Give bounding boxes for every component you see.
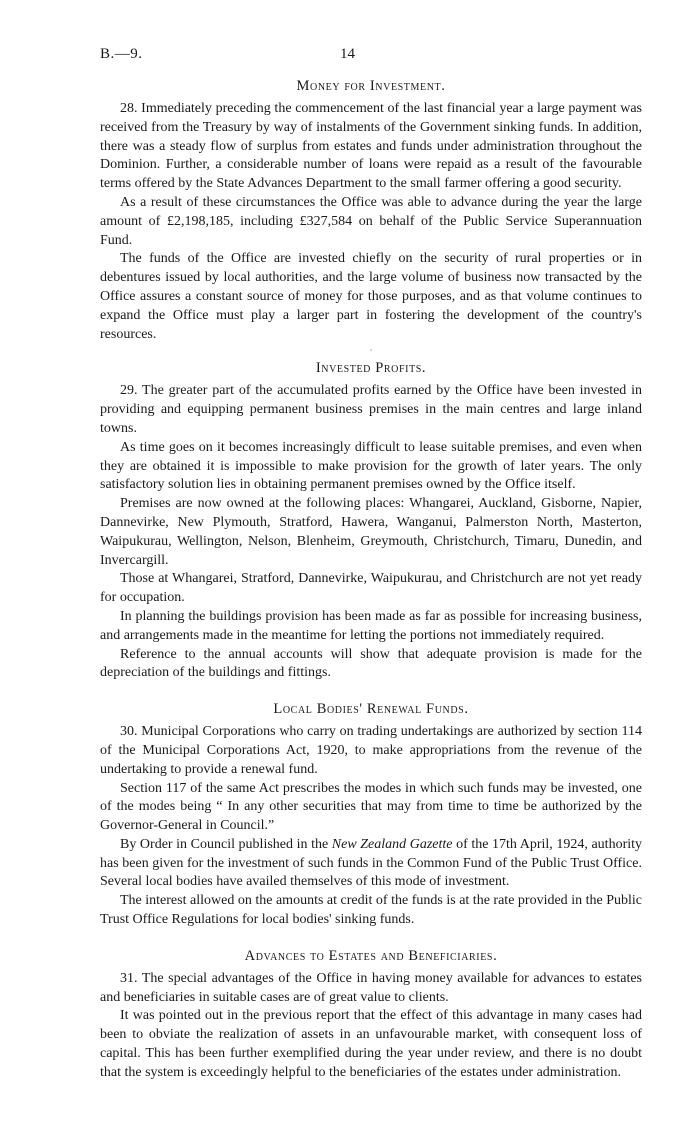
paragraph: The interest allowed on the amounts at credit of the funds is at the rate provided in the Public Trust Office Regulations for local bodies' sinking funds. bbox=[100, 893, 642, 928]
paragraph: Reference to the annual accounts will show that adequate provision is made for the depreciation of the buildings and fittings. bbox=[100, 646, 642, 681]
separator-dot: · bbox=[369, 346, 373, 356]
paragraph: 30. Municipal Corporations who carry on trading undertakings are authorized by section 114 of the Municipal Corporations Act, 1920, to make appropriations from the revenue of the undertaking to provide a renewal fund. bbox=[100, 724, 642, 777]
paragraph: Those at Whangarei, Stratford, Dannevirke, Waipukurau, and Christchurch are not yet ready for occupation. bbox=[100, 571, 642, 606]
paragraph: As a result of these circumstances the Office was able to advance during the year the large amount of £2,198,185, including £327,584 on behalf of the Public Service Superannuation Fund. bbox=[100, 194, 642, 248]
paragraph: 31. The special advantages of the Office in having money available for advances to estates and beneficiaries in suitable cases are of great value to clients. bbox=[100, 970, 642, 1005]
paragraph: The funds of the Office are invested chiefly on the security of rural properties or in debentures issued by local authorities, and the large volume of business now transacted by the Office assures a constant source of money for those purposes, and as that volume continues to expand the Office must play a larger part in fostering the development of the country's resources. bbox=[100, 251, 642, 342]
paragraph: It was pointed out in the previous report that the effect of this advantage in many cases had been to obviate the realization of assets in an unfavourable market, with consequent loss of capital. This has been further exemplified during the year under review, and there is no doubt that the system is exceedingly helpful to the beneficiaries of the estates under administration. bbox=[100, 1008, 642, 1080]
section-title-advances-to-estates: Advances to Estates and Beneficiaries. bbox=[244, 947, 498, 964]
paragraph: As time goes on it becomes increasingly difficult to lease suitable premises, and even when they are obtained it is impossible to make provision for the growth of later years. The only satisfactory solution lies in obtaining permanent premises owned by the Office itself. bbox=[100, 439, 642, 493]
page-header bbox=[100, 46, 642, 72]
document-reference: B.—9. bbox=[100, 46, 143, 62]
gazette-title: New Zealand Gazette bbox=[331, 836, 453, 852]
section-title-invested-profits: Invested Profits. bbox=[315, 360, 427, 377]
section-title-money-for-investment: Money for Investment. bbox=[296, 78, 446, 94]
paragraph: 29. The greater part of the accumulated profits earned by the Office have been invested in providing and equipping permanent business premises in the main centres and large inland towns. bbox=[100, 383, 642, 436]
paragraph: Premises are now owned at the following places: Whangarei, Auckland, Gisborne, Napier, Dannevirke, New Plymouth, Stratford, Hawera, Wanganui, Palmerston North, Masterton, Waipukurau, Wellington, Nelson, Blenheim, Greymouth, Christchurch, Timaru, Dunedin, and Invercargill. bbox=[100, 496, 642, 568]
section-title-local-bodies-renewal-funds: Local Bodies' Renewal Funds. bbox=[273, 701, 469, 718]
page-number: 14 bbox=[340, 46, 355, 62]
paragraph: In planning the buildings provision has been made as far as possible for increasing business, and arrangements made in the meantime for letting the portions not immediately required. bbox=[100, 608, 642, 643]
paragraph: Section 117 of the same Act prescribes the modes in which such funds may be invested, one of the modes being “ In any other securities that may from time to time be authorized by the Governor-General in Council.” bbox=[100, 780, 642, 834]
paragraph: 28. Immediately preceding the commencement of the last financial year a large payment was received from the Treasury by way of instalments of the Government sinking funds. In addition, there was a steady flow of surplus from estates and funds under administration throughout the Dominion. Further, a considerable number of loans were repaid as a result of the favourable terms offered by the State Advances Department to the small farmer offering a good security. bbox=[100, 101, 642, 192]
paragraph: By Order in Council published in the New Zealand Gazette of the 17th April, 1924, authority has been given for the investment of such funds in the Common Fund of the Public Trust Office. Several local bodies have availed themselves of this mode of investment. bbox=[100, 836, 643, 890]
